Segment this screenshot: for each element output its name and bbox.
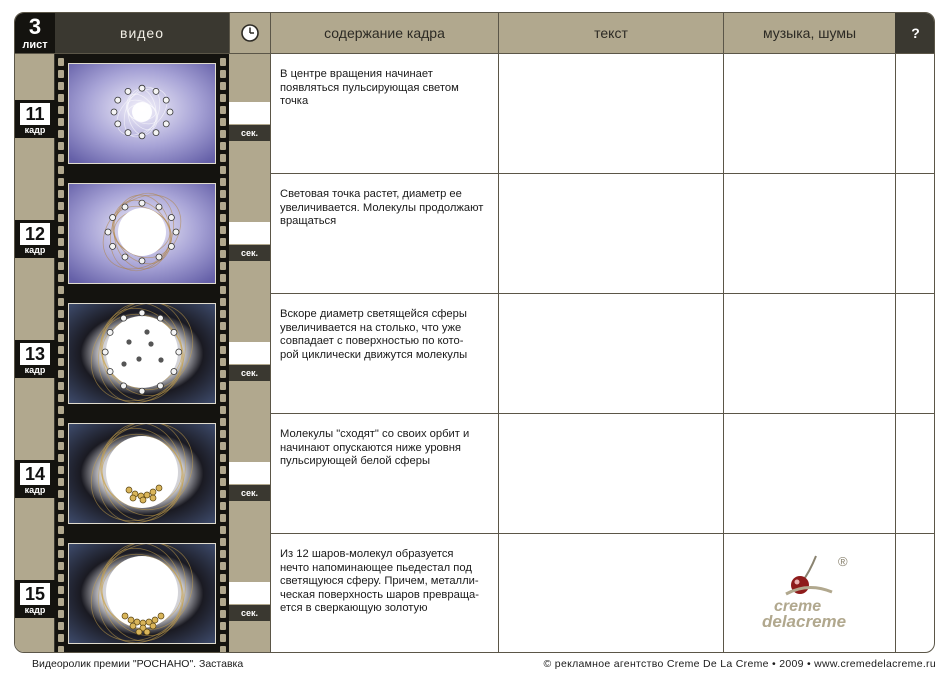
film-perforation bbox=[58, 214, 64, 222]
table-row bbox=[15, 534, 934, 653]
video-frame-thumbnail bbox=[68, 303, 216, 404]
film-perforation bbox=[220, 346, 226, 354]
film-perforation bbox=[58, 622, 64, 630]
film-perforation bbox=[220, 178, 226, 186]
film-perforation bbox=[58, 490, 64, 498]
content-line: нечто напоминающее пьедестал под bbox=[280, 561, 472, 574]
video-frame-thumbnail bbox=[68, 183, 216, 284]
film-perforation bbox=[220, 514, 226, 522]
column-header-content: содержание кадра bbox=[324, 25, 445, 41]
film-perforation bbox=[58, 94, 64, 102]
sheet-number-badge bbox=[15, 13, 55, 53]
frame-label: кадр bbox=[24, 485, 46, 495]
film-perforation bbox=[58, 226, 64, 234]
logo-word-creme: creme bbox=[774, 598, 822, 615]
frame-number-box bbox=[15, 460, 55, 498]
film-perforation bbox=[58, 250, 64, 258]
film-perforation bbox=[58, 502, 64, 510]
frame-number-box bbox=[15, 580, 55, 618]
text-cell bbox=[498, 534, 723, 653]
film-perforation bbox=[220, 106, 226, 114]
film-perforation bbox=[58, 442, 64, 450]
footer-copyright: © рекламное агентство Creme De La Creme • 2009 • www.cremedelacreme.ru bbox=[543, 658, 936, 670]
film-perforation bbox=[58, 478, 64, 486]
film-perforation bbox=[220, 574, 226, 582]
seconds-box bbox=[229, 582, 270, 622]
footer-title: Видеоролик премии "РОСНАНО". Заставка bbox=[32, 658, 244, 670]
film-perforation bbox=[58, 598, 64, 606]
film-perforation bbox=[58, 562, 64, 570]
seconds-input-area bbox=[229, 342, 270, 364]
film-perforation bbox=[58, 286, 64, 294]
column-header-text: текст bbox=[498, 13, 723, 53]
question-cell bbox=[895, 54, 935, 174]
seconds-label: сек. bbox=[229, 365, 270, 381]
content-line: рой циклически движутся молекулы bbox=[280, 348, 468, 361]
film-strip bbox=[55, 414, 229, 534]
film-perforation bbox=[58, 406, 64, 414]
frame-strip bbox=[15, 54, 55, 174]
content-line: совпадает с поверхностью по кото- bbox=[280, 335, 464, 347]
table-row bbox=[15, 174, 934, 294]
film-perforation bbox=[220, 298, 226, 306]
registered-mark: ® bbox=[838, 554, 848, 569]
film-perforation bbox=[58, 466, 64, 474]
text-cell bbox=[498, 54, 723, 174]
film-perforation bbox=[220, 358, 226, 366]
film-perforation bbox=[220, 250, 226, 258]
frame-strip bbox=[15, 294, 55, 414]
content-line: ческая поверхность шаров превраща- bbox=[280, 588, 479, 601]
seconds-label: сек. bbox=[229, 605, 270, 621]
film-perforation bbox=[220, 262, 226, 270]
film-perforation bbox=[58, 190, 64, 198]
film-perforation bbox=[220, 526, 226, 534]
film-perforation bbox=[58, 370, 64, 378]
film-strip bbox=[55, 54, 229, 174]
content-line: В центре вращения начинает bbox=[280, 68, 433, 80]
seconds-box bbox=[229, 462, 270, 502]
film-perforation bbox=[58, 610, 64, 618]
logo-word-delacreme: delacreme bbox=[762, 612, 847, 631]
film-perforation bbox=[220, 394, 226, 402]
film-perforation bbox=[220, 646, 226, 653]
film-perforation bbox=[58, 586, 64, 594]
film-perforation bbox=[220, 142, 226, 150]
frame-content bbox=[271, 54, 498, 174]
film-perforation bbox=[220, 418, 226, 426]
seconds-label: сек. bbox=[229, 485, 270, 501]
film-perforation bbox=[58, 238, 64, 246]
video-frame-thumbnail bbox=[68, 423, 216, 524]
film-perforation bbox=[58, 418, 64, 426]
film-perforation bbox=[220, 214, 226, 222]
film-strip bbox=[55, 534, 229, 653]
film-perforation bbox=[58, 82, 64, 90]
film-strip bbox=[55, 174, 229, 294]
frame-strip bbox=[15, 174, 55, 294]
film-perforation bbox=[58, 550, 64, 558]
film-perforation bbox=[58, 574, 64, 582]
sheet-number: 3 bbox=[28, 14, 42, 39]
storyboard-sheet bbox=[14, 12, 935, 653]
question-cell bbox=[895, 174, 935, 294]
seconds-strip bbox=[229, 534, 271, 653]
seconds-input-area bbox=[229, 222, 270, 244]
film-perforation bbox=[220, 538, 226, 546]
film-perforation bbox=[58, 634, 64, 642]
music-cell bbox=[723, 54, 895, 174]
film-perforation bbox=[220, 286, 226, 294]
frame-number-box bbox=[15, 340, 55, 378]
film-perforation bbox=[58, 430, 64, 438]
column-header-question: ? bbox=[895, 13, 935, 53]
film-perforation bbox=[220, 166, 226, 174]
film-perforation bbox=[220, 382, 226, 390]
film-perforation bbox=[58, 166, 64, 174]
film-perforation bbox=[220, 430, 226, 438]
music-cell bbox=[723, 534, 895, 653]
frame-number: 15 bbox=[20, 583, 50, 605]
content-line: точка bbox=[280, 95, 309, 107]
film-perforation bbox=[58, 142, 64, 150]
film-perforation bbox=[220, 310, 226, 318]
frame-content bbox=[271, 174, 498, 294]
seconds-input-area bbox=[229, 462, 270, 484]
seconds-label: сек. bbox=[229, 245, 270, 261]
film-perforation bbox=[220, 334, 226, 342]
seconds-box bbox=[229, 102, 270, 142]
frame-number: 14 bbox=[20, 463, 50, 485]
seconds-box bbox=[229, 342, 270, 382]
film-perforation bbox=[220, 634, 226, 642]
film-perforation bbox=[58, 178, 64, 186]
film-strip bbox=[55, 294, 229, 414]
content-line: увеличивается на столько, что уже bbox=[280, 321, 462, 334]
film-perforation bbox=[220, 610, 226, 618]
frame-content bbox=[271, 294, 498, 414]
content-line: Вскоре диаметр светящейся сферы bbox=[280, 308, 467, 320]
question-cell bbox=[895, 414, 935, 534]
frame-number-box bbox=[15, 100, 55, 138]
content-line: Молекулы "сходят" со своих орбит и bbox=[280, 428, 470, 440]
film-perforation bbox=[220, 466, 226, 474]
column-header-time bbox=[229, 13, 271, 53]
film-perforation bbox=[220, 502, 226, 510]
brand-logo bbox=[760, 552, 860, 632]
film-perforation bbox=[220, 490, 226, 498]
film-perforation bbox=[58, 646, 64, 653]
film-perforation bbox=[58, 202, 64, 210]
table-row bbox=[15, 294, 934, 414]
cherry-icon bbox=[778, 552, 838, 600]
question-cell bbox=[895, 294, 935, 414]
content-line: пульсирующей белой сферы bbox=[280, 455, 430, 467]
sheet-label: лист bbox=[22, 39, 48, 51]
film-perforation bbox=[58, 58, 64, 66]
seconds-strip bbox=[229, 414, 271, 534]
frame-strip bbox=[15, 534, 55, 653]
content-line: увеличивается. Молекулы продолжают bbox=[280, 201, 484, 214]
video-frame-thumbnail bbox=[68, 63, 216, 164]
frame-content bbox=[271, 534, 498, 653]
film-perforation bbox=[58, 322, 64, 330]
film-perforation bbox=[58, 274, 64, 282]
frame-number-box bbox=[15, 220, 55, 258]
frame-label: кадр bbox=[24, 245, 46, 255]
film-perforation bbox=[220, 598, 226, 606]
film-perforation bbox=[220, 406, 226, 414]
film-perforation bbox=[220, 322, 226, 330]
seconds-input-area bbox=[229, 102, 270, 124]
film-perforation bbox=[58, 358, 64, 366]
film-perforation bbox=[58, 70, 64, 78]
video-frame-thumbnail bbox=[68, 543, 216, 644]
film-perforation bbox=[220, 70, 226, 78]
film-perforation bbox=[220, 82, 226, 90]
seconds-box bbox=[229, 222, 270, 262]
seconds-strip bbox=[229, 174, 271, 294]
text-cell bbox=[498, 174, 723, 294]
content-line: Из 12 шаров-молекул образуется bbox=[280, 548, 454, 560]
film-perforation bbox=[58, 106, 64, 114]
film-perforation bbox=[58, 346, 64, 354]
film-perforation bbox=[220, 238, 226, 246]
column-header-music: музыка, шумы bbox=[723, 13, 895, 53]
content-line: вращаться bbox=[280, 215, 337, 227]
clock-icon bbox=[240, 23, 260, 43]
seconds-input-area bbox=[229, 582, 270, 604]
text-cell bbox=[498, 294, 723, 414]
film-perforation bbox=[58, 526, 64, 534]
music-cell bbox=[723, 414, 895, 534]
frame-label: кадр bbox=[24, 605, 46, 615]
frame-label: кадр bbox=[24, 365, 46, 375]
question-cell bbox=[895, 534, 935, 653]
seconds-strip bbox=[229, 294, 271, 414]
film-perforation bbox=[220, 130, 226, 138]
frame-content bbox=[271, 414, 498, 534]
film-perforation bbox=[58, 538, 64, 546]
content-line: начинают опускаются ниже уровня bbox=[280, 441, 461, 454]
film-perforation bbox=[220, 442, 226, 450]
film-perforation bbox=[220, 226, 226, 234]
film-perforation bbox=[58, 394, 64, 402]
seconds-strip bbox=[229, 54, 271, 174]
film-perforation bbox=[220, 586, 226, 594]
frame-number: 11 bbox=[20, 103, 50, 125]
content-line: появляться пульсирующая светом bbox=[280, 81, 459, 94]
frame-number: 13 bbox=[20, 343, 50, 365]
film-perforation bbox=[58, 130, 64, 138]
film-perforation bbox=[220, 94, 226, 102]
table-row bbox=[15, 414, 934, 534]
film-perforation bbox=[220, 562, 226, 570]
frame-number: 12 bbox=[20, 223, 50, 245]
table-header bbox=[15, 13, 934, 54]
film-perforation bbox=[58, 298, 64, 306]
film-perforation bbox=[220, 58, 226, 66]
film-perforation bbox=[220, 154, 226, 162]
film-perforation bbox=[58, 514, 64, 522]
music-cell bbox=[723, 294, 895, 414]
film-perforation bbox=[220, 370, 226, 378]
film-perforation bbox=[58, 262, 64, 270]
music-cell bbox=[723, 174, 895, 294]
seconds-label: сек. bbox=[229, 125, 270, 141]
film-perforation bbox=[220, 622, 226, 630]
film-perforation bbox=[220, 478, 226, 486]
content-line: светящуюся сферу. Причем, металли- bbox=[280, 575, 479, 587]
content-line: ется в сверкающую золотую bbox=[280, 602, 428, 614]
film-perforation bbox=[220, 118, 226, 126]
film-perforation bbox=[58, 454, 64, 462]
film-perforation bbox=[58, 154, 64, 162]
text-cell bbox=[498, 414, 723, 534]
film-perforation bbox=[58, 310, 64, 318]
film-perforation bbox=[220, 274, 226, 282]
film-perforation bbox=[58, 334, 64, 342]
film-perforation bbox=[220, 190, 226, 198]
column-header-video: видео bbox=[55, 13, 229, 53]
film-perforation bbox=[220, 550, 226, 558]
frame-label: кадр bbox=[24, 125, 46, 135]
film-perforation bbox=[58, 118, 64, 126]
film-perforation bbox=[220, 454, 226, 462]
table-row bbox=[15, 54, 934, 174]
content-line: Световая точка растет, диаметр ее bbox=[280, 188, 462, 200]
film-perforation bbox=[220, 202, 226, 210]
frame-strip bbox=[15, 414, 55, 534]
film-perforation bbox=[58, 382, 64, 390]
